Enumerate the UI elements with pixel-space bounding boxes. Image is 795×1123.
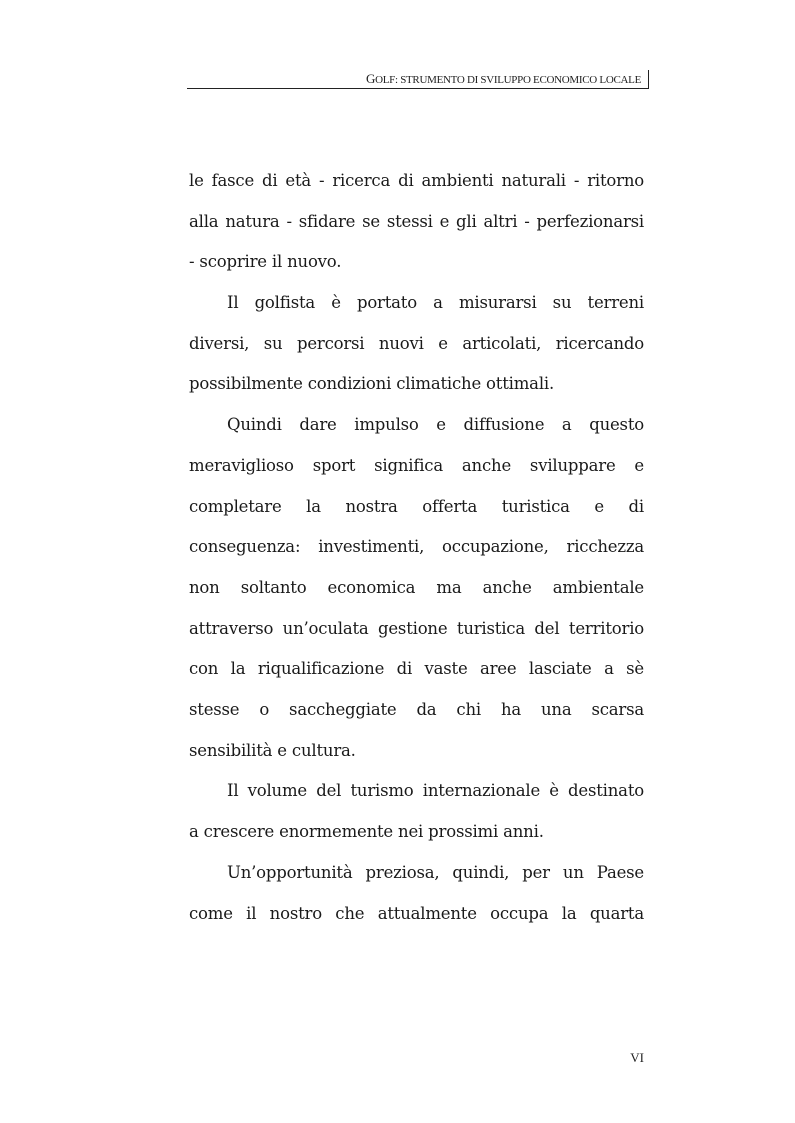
text-line: non soltanto economica ma anche ambientale: [189, 578, 644, 597]
text-line: possibilmente condizioni climatiche ottimali.: [189, 374, 555, 393]
text-line: meraviglioso sport significa anche sviluppare e: [189, 456, 644, 475]
page-number: VI: [630, 1050, 644, 1065]
text-line: diversi, su percorsi nuovi e articolati, ricercando: [189, 334, 644, 353]
text-line: - scoprire il nuovo.: [189, 252, 342, 271]
text-line: Il volume del turismo internazionale è destinato: [227, 781, 644, 800]
text-line: Un’opportunità preziosa, quindi, per un Paese: [227, 863, 644, 882]
text-line: come il nostro che attualmente occupa la quarta: [189, 904, 644, 923]
text-line: attraverso un’oculata gestione turistica del territorio: [189, 619, 644, 638]
header-subtitle: : STRUMENTO DI SVILUPPO ECONOMICO LOCALE: [394, 74, 641, 86]
text-line: con la riqualificazione di vaste aree lasciate a sè: [189, 659, 644, 678]
running-header: [187, 70, 649, 89]
header-initial: G: [366, 71, 376, 86]
text-line: stesse o saccheggiate da chi ha una scarsa: [189, 700, 644, 719]
text-line: alla natura - sfidare se stessi e gli altri - perfezionarsi: [189, 212, 644, 231]
header-rest-word: OLF: [375, 74, 395, 86]
text-line: Quindi dare impulso e diffusione a questo: [227, 415, 644, 434]
text-line: a crescere enormemente nei prossimi anni.: [189, 822, 544, 841]
text-line: completare la nostra offerta turistica e di: [189, 497, 644, 516]
running-header-title: [366, 71, 641, 87]
text-line: sensibilità e cultura.: [189, 741, 356, 760]
text-line: conseguenza: investimenti, occupazione, ricchezza: [189, 537, 644, 556]
text-line: Il golfista è portato a misurarsi su terreni: [227, 293, 644, 312]
text-line: le fasce di età - ricerca di ambienti naturali - ritorno: [189, 171, 644, 190]
